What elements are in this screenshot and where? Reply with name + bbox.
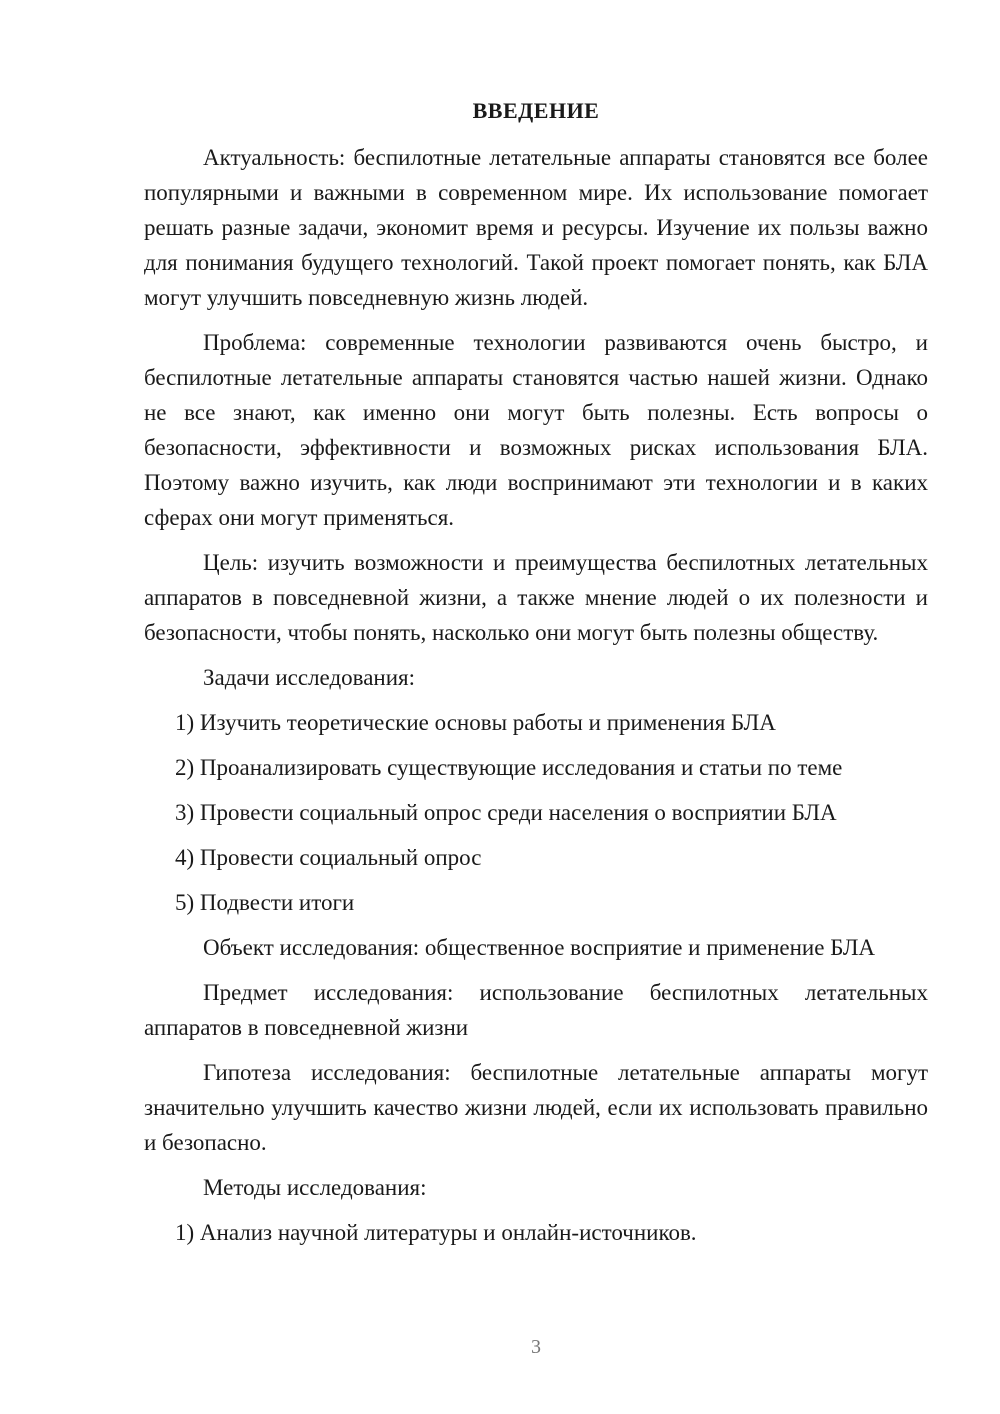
goal-paragraph: Цель: изучить возможности и преимущества беспилотных летательных аппаратов в повседневной жизни, а также мнение людей о их полезности и безопасности, чтобы понять, насколько они могут быть полезны обществу.: [144, 550, 928, 645]
task-item: 1) Изучить теоретические основы работы и применения БЛА: [175, 710, 776, 735]
page-content: [144, 94, 928, 1260]
subject-paragraph: Предмет исследования: использование беспилотных летательных аппаратов в повседневной жизни: [144, 980, 928, 1040]
tasks-heading: Задачи исследования:: [203, 665, 416, 690]
problem-paragraph: Проблема: современные технологии развиваются очень быстро, и беспилотные летательные аппараты становятся частью нашей жизни. Однако не все знают, как именно они могут быть полезны. Есть вопросы о безопасности, эффективности и возможных рисках использования БЛА. Поэтому важно изучить, как люди воспринимают эти технологии и в каких сферах они могут применяться.: [144, 330, 928, 530]
task-item: 4) Провести социальный опрос: [175, 845, 482, 870]
task-item: 2) Проанализировать существующие исследования и статьи по теме: [175, 755, 843, 780]
methods-heading: Методы исследования:: [203, 1175, 427, 1200]
task-item: 5) Подвести итоги: [175, 890, 355, 915]
object-paragraph: Объект исследования: общественное восприятие и применение БЛА: [203, 935, 876, 960]
task-item: 3) Провести социальный опрос среди населения о восприятии БЛА: [175, 800, 837, 825]
relevance-paragraph: Актуальность: беспилотные летательные аппараты становятся все более популярными и важными в современном мире. Их использование помогает решать разные задачи, экономит время и ресурсы. Изучение их пользы важно для понимания будущего технологий. Такой проект помогает понять, как БЛА могут улучшить повседневную жизнь людей.: [144, 145, 928, 310]
method-item: 1) Анализ научной литературы и онлайн-источников.: [175, 1220, 697, 1245]
page-number: 3: [531, 1336, 541, 1358]
hypothesis-paragraph: Гипотеза исследования: беспилотные летательные аппараты могут значительно улучшить качество жизни людей, если их использовать правильно и безопасно.: [144, 1060, 928, 1155]
section-title: ВВЕДЕНИЕ: [472, 98, 600, 123]
